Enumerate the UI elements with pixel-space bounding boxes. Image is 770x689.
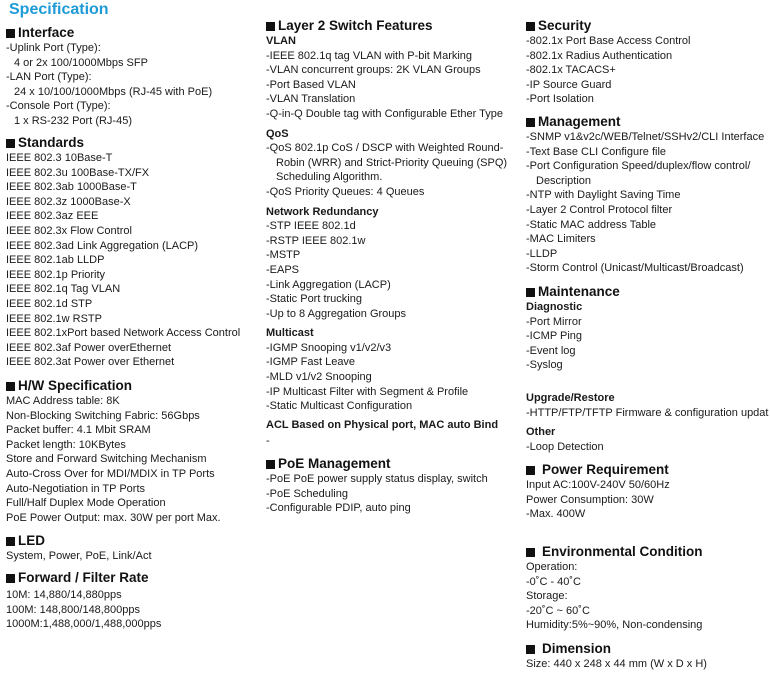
spec-line: - (266, 435, 270, 448)
security-section (526, 18, 690, 107)
spec-line: IEEE 802.3z 1000Base-X (6, 195, 131, 208)
spec-line: IEEE 802.1p Priority (6, 268, 106, 281)
upgrade-subheading: Upgrade/Restore (526, 391, 615, 404)
spec-line: MAC Address table: 8K (6, 395, 120, 407)
vlan-subheading: VLAN (266, 35, 296, 47)
spec-line: Store and Forward Switching Mechanism (6, 453, 207, 466)
forward-filter-section (6, 570, 161, 632)
forward-filter-heading: Forward / Filter Rate (6, 570, 161, 586)
spec-line: IEEE 802.1d STP (6, 297, 93, 310)
spec-line: IEEE 802.3ab 1000Base-T (6, 181, 137, 194)
acl-subheading: ACL Based on Physical port, MAC auto Bind (266, 418, 499, 431)
led-section (6, 533, 152, 564)
spec-line: -LLDP (526, 247, 558, 260)
spec-line: Input AC:100V-240V 50/60Hz (526, 479, 670, 491)
spec-line: -IP Multicast Filter with Segment & Profile (266, 385, 469, 398)
spec-line: Size: 440 x 248 x 44 mm (W x D x H) (526, 658, 707, 670)
spec-line: Auto-Cross Over for MDI/MDIX in TP Ports (6, 467, 215, 480)
spec-line: -VLAN Translation (266, 93, 356, 106)
spec-line: 4 or 2x 100/1000Mbps SFP (14, 56, 148, 69)
standards-section (6, 135, 240, 370)
spec-line: IEEE 802.3ad Link Aggregation (LACP) (6, 239, 199, 252)
spec-line: IEEE 802.1xPort based Network Access Control (6, 327, 241, 340)
spec-line: -MLD v1/v2 Snooping (266, 371, 372, 384)
bullet-square-icon (6, 29, 15, 38)
bullet-square-icon (6, 382, 15, 391)
bullet-square-icon (6, 574, 15, 583)
spec-line: -EAPS (266, 263, 300, 276)
spec-line: -PoE PoE power supply status display, switch (266, 473, 488, 485)
spec-line: 100M: 148,800/148,800pps (6, 603, 140, 616)
spec-line: -Max. 400W (526, 508, 586, 521)
spec-line: -Layer 2 Control Protocol filter (526, 203, 673, 216)
spec-line: Power Consumption: 30W (526, 493, 654, 506)
spec-line: Scheduling Algorithm. (276, 171, 383, 184)
spec-line: -IGMP Fast Leave (266, 356, 356, 369)
power-section (526, 462, 670, 522)
spec-line: IEEE 802.1q Tag VLAN (6, 283, 121, 296)
bullet-square-icon (526, 466, 535, 475)
dimension-section (526, 641, 707, 672)
spec-line: -HTTP/FTP/TFTP Firmware & configuration updat (526, 406, 769, 419)
spec-line: -Static Port trucking (266, 293, 362, 306)
spec-line: -802.1x Port Base Access Control (526, 35, 691, 47)
spec-line: IEEE 802.3af Power overEthernet (6, 341, 172, 354)
spec-line: Packet length: 10KBytes (6, 438, 126, 451)
poe-management-section (266, 456, 488, 516)
spec-line: -ICMP Ping (526, 330, 583, 343)
bullet-square-icon (6, 537, 15, 546)
dimension-heading: Dimension (526, 641, 707, 657)
spec-line: -IP Source Guard (526, 78, 612, 91)
hw-spec-heading: H/W Specification (6, 378, 221, 394)
spec-line: -SNMP v1&v2c/WEB/Telnet/SSHv2/CLI Interface (526, 131, 765, 143)
interface-heading: Interface (6, 25, 212, 41)
bullet-square-icon (526, 22, 535, 31)
bullet-square-icon (6, 139, 15, 148)
diagnostic-subheading: Diagnostic (526, 301, 583, 313)
spec-line: -VLAN concurrent groups: 2K VLAN Groups (266, 64, 481, 77)
multicast-subheading: Multicast (266, 327, 314, 340)
spec-line: -Syslog (526, 359, 563, 372)
spec-line: -QoS Priority Queues: 4 Queues (266, 185, 425, 198)
spec-line: Non-Blocking Switching Fabric: 56Gbps (6, 409, 200, 422)
power-heading: Power Requirement (526, 462, 670, 478)
redundancy-subheading: Network Redundancy (266, 205, 379, 218)
spec-line: -0˚C - 40˚C (526, 575, 582, 588)
spec-line: -RSTP IEEE 802.1w (266, 234, 366, 247)
maintenance-section (526, 284, 768, 454)
spec-line: Operation: (526, 561, 578, 573)
spec-line: Full/Half Duplex Mode Operation (6, 497, 166, 510)
spec-line: -802.1x TACACS+ (526, 64, 616, 77)
spec-line: -Uplink Port (Type): (6, 42, 101, 54)
security-heading: Security (526, 18, 690, 34)
spec-line: IEEE 802.3az EEE (6, 210, 99, 223)
spec-line: -MAC Limiters (526, 233, 596, 246)
bullet-square-icon (526, 548, 535, 557)
spec-line: -MSTP (266, 249, 301, 262)
spec-line: -STP IEEE 802.1d (266, 220, 356, 233)
spec-line: -IGMP Snooping v1/v2/v3 (266, 341, 392, 354)
spec-line: -Up to 8 Aggregation Groups (266, 307, 407, 320)
qos-subheading: QoS (266, 127, 289, 140)
spec-line: -Port Based VLAN (266, 78, 356, 91)
spec-line: -Console Port (Type): (6, 100, 111, 113)
spec-line: Packet buffer: 4.1 Mbit SRAM (6, 424, 151, 437)
environment-section (526, 544, 703, 633)
management-heading: Management (526, 114, 764, 130)
spec-line: IEEE 802.1ab LLDP (6, 254, 105, 267)
hw-spec-section (6, 378, 221, 525)
spec-line: -Event log (526, 344, 576, 357)
spec-line: System, Power, PoE, Link/Act (6, 550, 152, 562)
spec-line: -Q-in-Q Double tag with Configurable Ether Type (266, 107, 504, 120)
spec-line: 24 x 10/100/1000Mbps (RJ-45 with PoE) (14, 85, 213, 98)
spec-line: IEEE 802.3x Flow Control (6, 224, 132, 237)
bullet-square-icon (266, 460, 275, 469)
spec-line: -Port Configuration Speed/duplex/flow control/ (526, 160, 751, 173)
spec-line: Storage: (526, 590, 568, 603)
spec-line: -QoS 802.1p CoS / DSCP with Weighted Round- (266, 142, 504, 155)
poe-management-heading: PoE Management (266, 456, 488, 472)
layer2-section (266, 18, 518, 449)
spec-line: -Configurable PDIP, auto ping (266, 502, 411, 515)
spec-line: Description (536, 174, 592, 187)
other-subheading: Other (526, 426, 556, 439)
led-heading: LED (6, 533, 152, 549)
spec-line: IEEE 802.3u 100Base-TX/FX (6, 166, 150, 179)
spec-line: Robin (WRR) and Strict-Priority Queuing (SPQ) (276, 156, 508, 169)
spec-line: IEEE 802.3at Power over Ethernet (6, 356, 175, 369)
spec-line: -Storm Control (Unicast/Multicast/Broadcast) (526, 262, 744, 275)
spec-line: 10M: 14,880/14,880pps (6, 589, 122, 601)
spec-line: Humidity:5%~90%, Non-condensing (526, 619, 703, 632)
spec-line: -Text Base CLI Configure file (526, 145, 667, 158)
spec-line: -Static MAC address Table (526, 218, 657, 231)
page-title: Specification (9, 1, 109, 18)
spec-line: PoE Power Output: max. 30W per port Max. (6, 511, 221, 524)
spec-line: -Port Isolation (526, 93, 594, 106)
standards-heading: Standards (6, 135, 240, 151)
spec-line: -802.1x Radius Authentication (526, 49, 673, 62)
spec-line: 1000M:1,488,000/1,488,000pps (6, 618, 162, 631)
bullet-square-icon (526, 645, 535, 654)
maintenance-heading: Maintenance (526, 284, 768, 300)
spec-line: 1 x RS-232 Port (RJ-45) (14, 114, 132, 127)
spec-line: IEEE 802.1w RSTP (6, 312, 102, 325)
bullet-square-icon (526, 118, 535, 127)
spec-line: -PoE Scheduling (266, 487, 348, 500)
spec-line: -Loop Detection (526, 440, 604, 453)
layer2-heading: Layer 2 Switch Features (266, 18, 518, 34)
bullet-square-icon (526, 288, 535, 297)
spec-line: -20˚C ~ 60˚C (526, 604, 590, 617)
bullet-square-icon (266, 22, 275, 31)
spec-line: IEEE 802.3 10Base-T (6, 152, 113, 164)
management-section (526, 114, 764, 276)
spec-line: -NTP with Daylight Saving Time (526, 189, 681, 202)
spec-line: -Port Mirror (526, 315, 582, 328)
spec-line: -LAN Port (Type): (6, 71, 92, 84)
spec-line: -Link Aggregation (LACP) (266, 278, 391, 291)
environment-heading: Environmental Condition (526, 544, 703, 560)
interface-section (6, 25, 212, 129)
spec-line: Auto-Negotiation in TP Ports (6, 482, 146, 495)
spec-line: -IEEE 802.1q tag VLAN with P-bit Marking (266, 49, 473, 62)
spec-line: -Static Multicast Configuration (266, 400, 413, 413)
